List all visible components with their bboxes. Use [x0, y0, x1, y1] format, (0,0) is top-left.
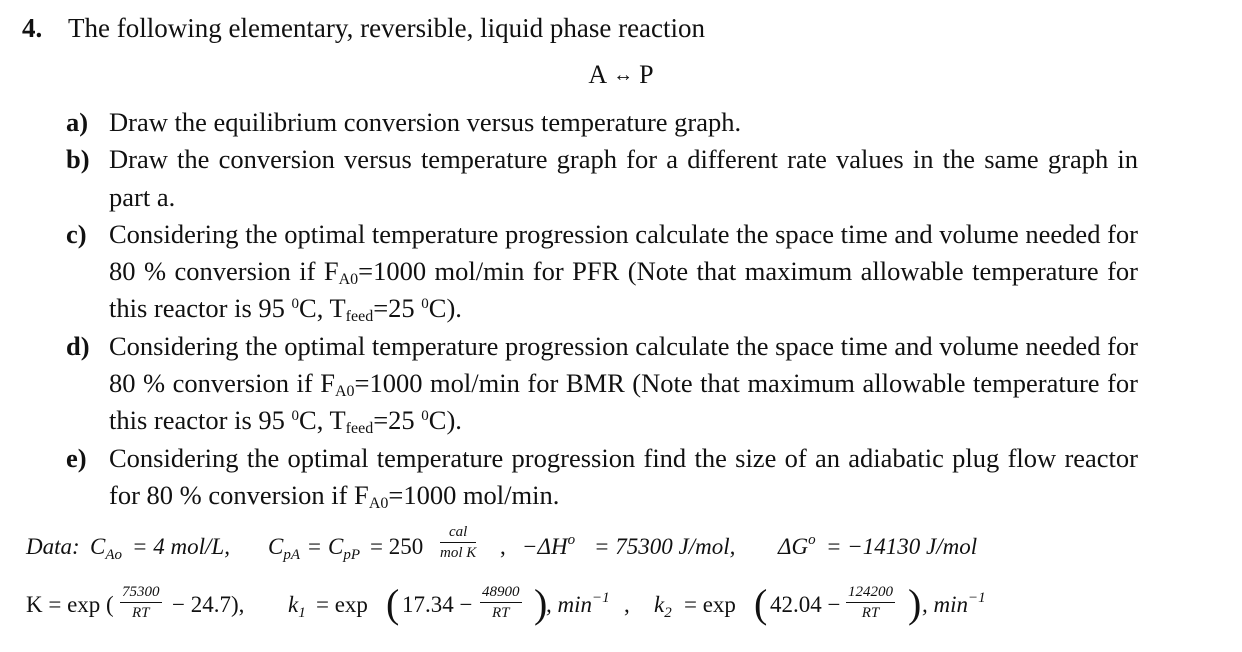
subscript: feed [345, 308, 374, 326]
data-equation-line [26, 520, 1026, 576]
question-number: 4. [22, 13, 43, 43]
right-paren: ) [534, 581, 548, 626]
part-c [66, 216, 1138, 328]
k1-constant: 17.34 − [402, 592, 473, 617]
reversible-arrow: ↔ [613, 64, 634, 86]
part-text: Draw the conversion versus temperature graph for a different rate values in the same graph in part a. [109, 144, 1138, 212]
part-e [66, 440, 1138, 515]
subscript: A0 [368, 494, 389, 512]
part-b [66, 141, 1138, 216]
k2-fraction: $\frac{124200}{RT}$ [848, 584, 893, 621]
k1-unit: , $\min^{-1}$ [546, 590, 610, 617]
subscript: A0 [338, 271, 359, 289]
cao-term: $C_{Ao}$ [90, 534, 123, 563]
superscript: 0 [291, 296, 300, 313]
part-text: C). [428, 405, 462, 436]
cp-units-fraction: cal mol K [440, 524, 477, 561]
subscript: A0 [334, 383, 355, 401]
k2-exp: = exp [684, 592, 736, 617]
separator-comma: , [500, 534, 506, 559]
part-label: b) [66, 144, 90, 175]
part-text: =25 [373, 405, 422, 436]
equilibrium-constant-lhs: K = exp ( [26, 592, 114, 617]
subscript: feed [345, 420, 374, 438]
cpp-term: $C_{pP}$ [328, 534, 361, 563]
part-text: =1000 mol/min. [388, 479, 560, 510]
part-text: =1000 mol/min for PFR (Note that maximum allowable temperature for this reactor is 95 [109, 256, 1138, 324]
superscript: 0 [421, 296, 429, 313]
question-intro: The following elementary, reversible, liquid phase reaction [68, 13, 706, 43]
k1-term: $k_1$ [288, 592, 306, 621]
cpa-term: $C_{pA}$ [268, 534, 301, 563]
reactant: A [588, 60, 608, 89]
part-label: a) [66, 107, 89, 137]
part-text: C, T [299, 293, 346, 324]
right-paren: ) [908, 581, 922, 626]
gibbs-term: $\Delta G^o$ [778, 532, 816, 559]
enthalpy-value: = 75300 J/mol, [594, 534, 736, 559]
part-d [66, 328, 1138, 440]
superscript: 0 [421, 408, 429, 425]
k2-unit: , $\min^{-1}$ [922, 590, 986, 617]
superscript: 0 [291, 408, 300, 425]
question-header [22, 8, 705, 48]
k2-constant: 42.04 − [770, 592, 841, 617]
left-paren: ( [754, 581, 768, 626]
part-label: c) [66, 218, 87, 249]
part-text: Considering the optimal temperature progression calculate the space time and volume needed for 80 % conversion if F [109, 218, 1138, 287]
part-label: e) [66, 442, 87, 473]
part-text: Draw the equilibrium conversion versus temperature graph. [109, 107, 742, 137]
part-text: Considering the optimal temperature progression find the size of an adiabatic plug flow reactor for 80 % conversion if F [109, 442, 1138, 510]
part-label: d) [66, 330, 90, 361]
part-a [66, 104, 1138, 141]
separator-comma: , [624, 592, 630, 617]
reaction-equation [0, 56, 1242, 96]
k2-term: $k_2$ [654, 592, 672, 621]
gibbs-value: = −14130 J/mol [826, 534, 978, 559]
k-remainder: − 24.7), [172, 592, 245, 617]
product: P [639, 60, 654, 89]
question-parts [66, 104, 1138, 514]
rate-constants-line [26, 580, 1026, 636]
part-text: C, T [299, 405, 346, 436]
enthalpy-term: $-\Delta H^o$ [522, 532, 576, 559]
k-fraction: $\frac{75300}{RT}$ [122, 584, 160, 621]
cao-value: = 4 mol/L, [132, 534, 230, 559]
data-label: Data: [26, 534, 80, 559]
part-text: Considering the optimal temperature progression calculate the space time and volume needed for 80 % conversion if F [109, 330, 1138, 399]
equals-sign: = [308, 534, 321, 559]
k1-fraction: $\frac{48900}{RT}$ [482, 584, 520, 621]
cp-value: = 250 [370, 534, 424, 559]
part-text: =1000 mol/min for BMR (Note that maximum allowable temperature for this reactor is 95 [109, 368, 1138, 436]
part-text: C). [428, 293, 462, 324]
part-text: =25 [373, 293, 422, 324]
k1-exp: = exp [316, 592, 368, 617]
left-paren: ( [386, 581, 400, 626]
